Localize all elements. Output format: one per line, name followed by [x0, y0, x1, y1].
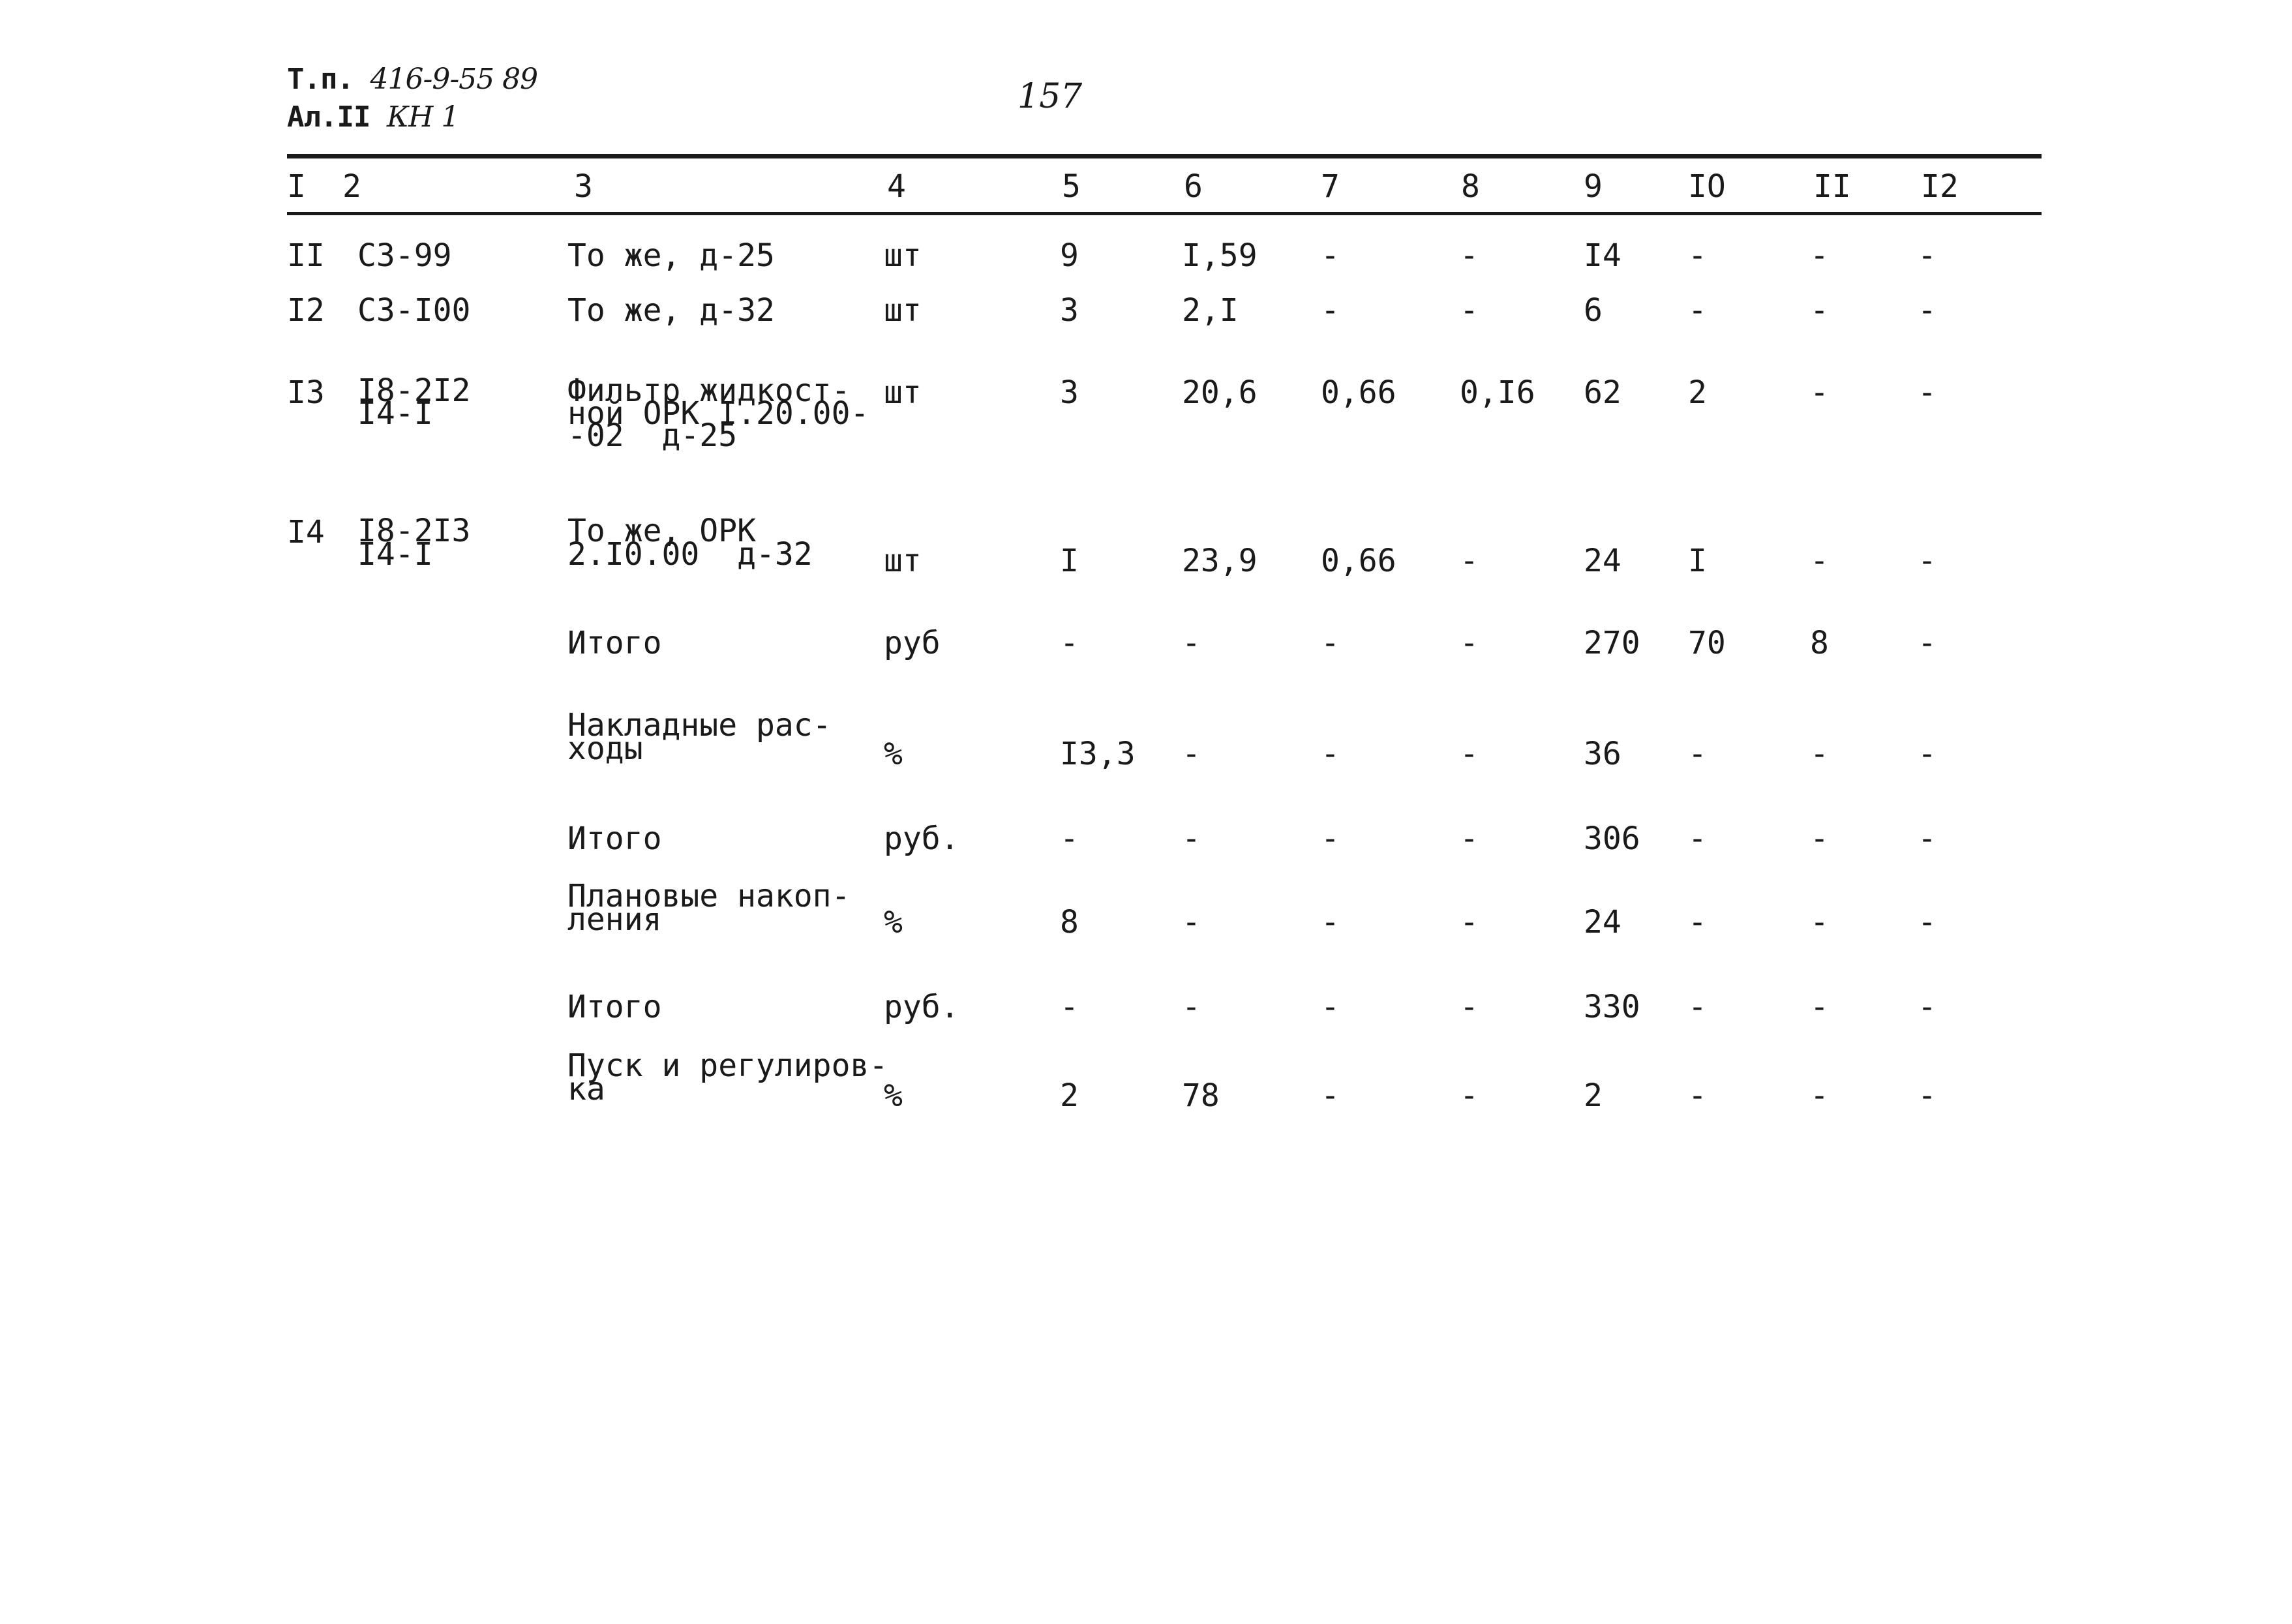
cell-code: СЗ-99	[357, 237, 452, 274]
cell-c8: -	[1460, 1077, 1479, 1114]
album-line	[287, 100, 459, 134]
cell-name: То же, ОРК 2.I0.00 д-32	[567, 513, 813, 573]
cell-c11: -	[1810, 543, 1829, 579]
cell-c5: I	[1060, 543, 1079, 579]
cell-c11: -	[1810, 820, 1829, 857]
cell-c10: -	[1688, 820, 1707, 857]
cell-c11: -	[1810, 1077, 1829, 1114]
cell-c9: 330	[1584, 989, 1640, 1025]
cell-c5: -	[1060, 820, 1079, 857]
cell-c9: 36	[1584, 736, 1621, 772]
cell-c11: -	[1810, 292, 1829, 329]
cell-c8: -	[1460, 989, 1479, 1025]
cell-c11: 8	[1810, 625, 1829, 661]
cell-c5: -	[1060, 625, 1079, 661]
column-header: 4	[887, 168, 906, 205]
cell-c6: 2,I	[1182, 292, 1239, 329]
cell-c11: -	[1810, 237, 1829, 274]
cell-c5: I3,3	[1060, 736, 1136, 772]
cell-c8: 0,I6	[1460, 374, 1535, 411]
cell-name: То же, д-25	[567, 237, 775, 274]
cell-c8: -	[1460, 543, 1479, 579]
cell-c6: 78	[1182, 1077, 1220, 1114]
cell-c7: -	[1321, 1077, 1340, 1114]
doc-code-handwritten: 416-9-55 89	[370, 63, 538, 96]
column-header: 7	[1321, 168, 1340, 205]
cell-code: I8-2I3 I4-I	[357, 513, 471, 573]
cell-c7: 0,66	[1321, 543, 1396, 579]
cell-c9: I4	[1584, 237, 1621, 274]
cell-c8: -	[1460, 736, 1479, 772]
cell-c10: -	[1688, 1077, 1707, 1114]
cell-c11: -	[1810, 374, 1829, 411]
table-top-rule	[287, 154, 2042, 158]
cell-name: Пуск и регулиров- ка	[567, 1047, 888, 1108]
cell-c7: -	[1321, 904, 1340, 940]
column-header: IO	[1688, 168, 1726, 205]
cell-c8: -	[1460, 625, 1479, 661]
column-header: 8	[1461, 168, 1480, 205]
cell-c8: -	[1460, 237, 1479, 274]
cell-c7: -	[1321, 820, 1340, 857]
cell-c12: -	[1918, 292, 1937, 329]
cell-c10: -	[1688, 989, 1707, 1025]
cell-c11: -	[1810, 904, 1829, 940]
cell-c8: -	[1460, 904, 1479, 940]
cell-c5: 8	[1060, 904, 1079, 940]
cell-c10: -	[1688, 237, 1707, 274]
cell-c8: -	[1460, 292, 1479, 329]
cell-name: То же, д-32	[567, 292, 775, 329]
column-header: 3	[574, 168, 593, 205]
cell-c6: -	[1182, 820, 1201, 857]
cell-c7: 0,66	[1321, 374, 1396, 411]
cell-name: Плановые накоп- ления	[567, 878, 851, 939]
album-prefix: Ал.II	[287, 100, 370, 134]
cell-c9: 2	[1584, 1077, 1603, 1114]
cell-c10: 2	[1688, 374, 1707, 411]
cell-position: I3	[287, 374, 325, 411]
table-header-rule	[287, 212, 2042, 215]
column-header: 6	[1184, 168, 1203, 205]
cell-c9: 24	[1584, 904, 1621, 940]
cell-unit: шт	[884, 543, 922, 579]
cell-c6: 23,9	[1182, 543, 1258, 579]
cell-unit: шт	[884, 237, 922, 274]
cell-c11: -	[1810, 736, 1829, 772]
cell-c6: -	[1182, 625, 1201, 661]
cell-unit: %	[884, 904, 903, 940]
cell-c10: -	[1688, 736, 1707, 772]
cell-c12: -	[1918, 1077, 1937, 1114]
cell-c9: 270	[1584, 625, 1640, 661]
cell-c9: 24	[1584, 543, 1621, 579]
page-number: 157	[1018, 77, 1083, 116]
cell-c6: 20,6	[1182, 374, 1258, 411]
cell-c6: I,59	[1182, 237, 1258, 274]
cell-c10: I	[1688, 543, 1707, 579]
cell-unit: шт	[884, 292, 922, 329]
cell-c12: -	[1918, 820, 1937, 857]
cell-c7: -	[1321, 989, 1340, 1025]
cell-name: Итого	[567, 820, 662, 857]
cell-unit: шт	[884, 374, 922, 411]
cell-c6: -	[1182, 736, 1201, 772]
cell-c12: -	[1918, 237, 1937, 274]
cell-c10: 70	[1688, 625, 1726, 661]
cell-c10: -	[1688, 292, 1707, 329]
doc-code-prefix: Т.п.	[287, 63, 354, 96]
cell-position: II	[287, 237, 325, 274]
cell-unit: руб.	[884, 989, 959, 1025]
cell-unit: руб	[884, 625, 941, 661]
album-handwritten: КН 1	[386, 100, 459, 134]
column-header: II	[1813, 168, 1851, 205]
cell-c10: -	[1688, 904, 1707, 940]
cell-c6: -	[1182, 904, 1201, 940]
cell-c11: -	[1810, 989, 1829, 1025]
cell-c5: 2	[1060, 1077, 1079, 1114]
cell-code: I8-2I2 I4-I	[357, 372, 471, 432]
cell-c7: -	[1321, 292, 1340, 329]
cell-c9: 306	[1584, 820, 1640, 857]
cell-c6: -	[1182, 989, 1201, 1025]
cell-name: Итого	[567, 989, 662, 1025]
cell-name: Итого	[567, 625, 662, 661]
cell-c7: -	[1321, 736, 1340, 772]
cell-c8: -	[1460, 820, 1479, 857]
cell-unit: %	[884, 1077, 903, 1114]
column-header: 5	[1062, 168, 1081, 205]
table-header	[0, 168, 2292, 205]
cell-c5: 9	[1060, 237, 1079, 274]
cell-c9: 6	[1584, 292, 1603, 329]
cell-c5: 3	[1060, 374, 1079, 411]
doc-code-line	[287, 65, 537, 94]
cell-c12: -	[1918, 989, 1937, 1025]
cell-c12: -	[1918, 625, 1937, 661]
cell-c12: -	[1918, 374, 1937, 411]
column-header: I2	[1921, 168, 1959, 205]
column-header: I	[287, 168, 306, 205]
cell-unit: %	[884, 736, 903, 772]
cell-c12: -	[1918, 736, 1937, 772]
cell-c12: -	[1918, 904, 1937, 940]
cell-name: Накладные рас- ходы	[567, 707, 832, 768]
cell-unit: руб.	[884, 820, 959, 857]
cell-position: I4	[287, 514, 325, 550]
cell-c7: -	[1321, 625, 1340, 661]
cell-c12: -	[1918, 543, 1937, 579]
column-header: 9	[1584, 168, 1603, 205]
cell-c5: 3	[1060, 292, 1079, 329]
cell-position: I2	[287, 292, 325, 329]
cell-name: Фильтр жидкост- ной ОРК I.20.00- -02 д-25	[567, 372, 869, 455]
column-header: 2	[342, 168, 361, 205]
cell-c7: -	[1321, 237, 1340, 274]
cell-c5: -	[1060, 989, 1079, 1025]
cell-c9: 62	[1584, 374, 1621, 411]
cell-code: СЗ-I00	[357, 292, 471, 329]
